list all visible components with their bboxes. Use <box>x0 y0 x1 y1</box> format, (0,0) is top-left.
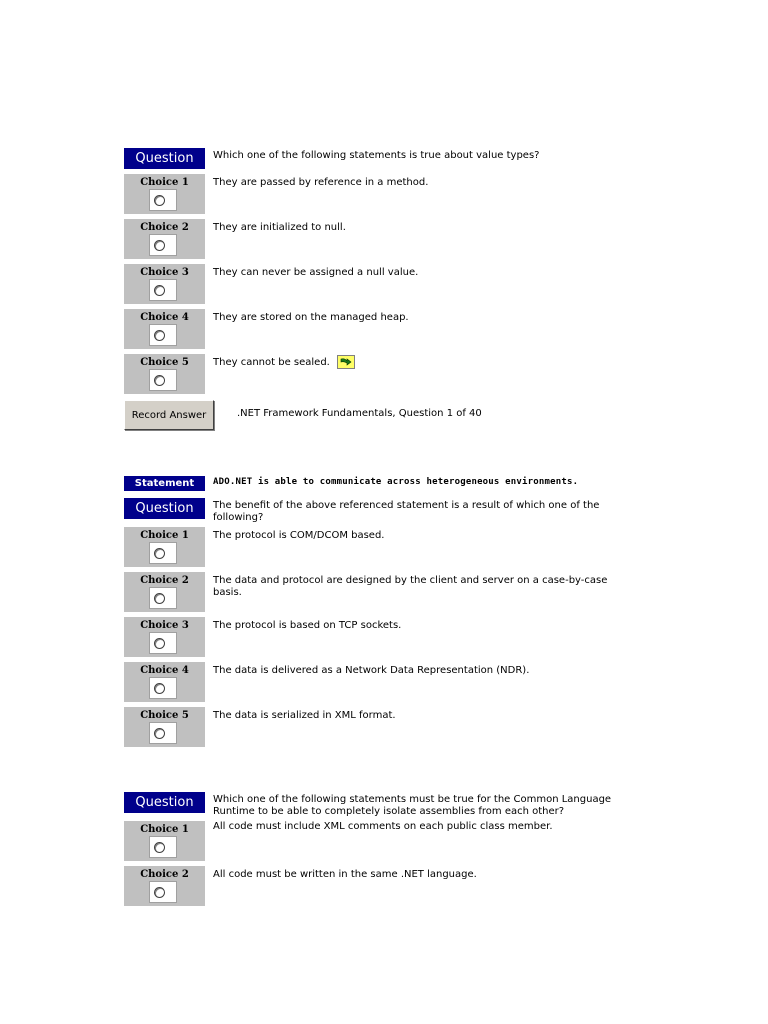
question-label: Question <box>124 498 205 519</box>
choice-box <box>124 707 205 747</box>
radio-container <box>149 324 177 346</box>
choice-label: Choice 1 <box>140 824 189 835</box>
choice-label: Choice 1 <box>140 177 189 188</box>
choice-label: Choice 4 <box>140 665 189 676</box>
choice-row-5 <box>124 707 624 747</box>
choice-box <box>124 821 205 861</box>
choice-box <box>124 309 205 349</box>
choice-5-radio[interactable] <box>154 375 165 386</box>
choice-row-2 <box>124 572 624 612</box>
radio-container <box>149 722 177 744</box>
choice-2-radio[interactable] <box>154 240 165 251</box>
choice-text: They can never be assigned a null value. <box>213 267 419 278</box>
radio-container <box>149 279 177 301</box>
choice-row-2 <box>124 866 624 906</box>
choice-box <box>124 866 205 906</box>
statement-label: Statement <box>124 476 205 491</box>
choice-label: Choice 5 <box>140 357 189 368</box>
choice-row-4 <box>124 309 624 349</box>
radio-container <box>149 677 177 699</box>
next-arrow-icon[interactable] <box>337 355 355 369</box>
choice-row-5 <box>124 354 624 394</box>
choice-label: Choice 2 <box>140 222 189 233</box>
choice-text: They are stored on the managed heap. <box>213 312 409 323</box>
choice-box <box>124 174 205 214</box>
choice-text: The data and protocol are designed by the client and server on a case-by-case basis. <box>213 575 608 598</box>
choice-row-2 <box>124 219 624 259</box>
radio-container <box>149 234 177 256</box>
choice-row-1 <box>124 174 624 214</box>
choice-box <box>124 264 205 304</box>
question-row <box>124 148 624 169</box>
choice-label: Choice 3 <box>140 267 189 278</box>
choice-text: The protocol is COM/DCOM based. <box>213 530 385 541</box>
choice-box <box>124 662 205 702</box>
statement-text: ADO.NET is able to communicate across heterogeneous environments. <box>213 477 579 487</box>
choice-box <box>124 354 205 394</box>
choice-1-radio[interactable] <box>154 548 165 559</box>
question-row <box>124 792 624 818</box>
choice-2-radio[interactable] <box>154 887 165 898</box>
choice-label: Choice 5 <box>140 710 189 721</box>
choice-label: Choice 2 <box>140 575 189 586</box>
choice-row-4 <box>124 662 624 702</box>
choice-4-radio[interactable] <box>154 330 165 341</box>
choice-text: They are initialized to null. <box>213 222 346 233</box>
choice-text: All code must be written in the same .NET language. <box>213 869 477 880</box>
choice-box <box>124 572 205 612</box>
choice-label: Choice 4 <box>140 312 189 323</box>
choice-box <box>124 219 205 259</box>
choice-label: Choice 3 <box>140 620 189 631</box>
choice-label: Choice 2 <box>140 869 189 880</box>
question-block-1 <box>124 148 624 438</box>
radio-container <box>149 369 177 391</box>
choice-box <box>124 527 205 567</box>
question-text: Which one of the following statements is true about value types? <box>213 150 540 161</box>
question-row <box>124 498 624 524</box>
radio-container <box>149 881 177 903</box>
choice-3-radio[interactable] <box>154 285 165 296</box>
statement-row <box>124 476 624 491</box>
choice-text: They cannot be sealed. <box>213 357 330 368</box>
choice-1-radio[interactable] <box>154 842 165 853</box>
question-label: Question <box>124 792 205 813</box>
choice-text: They are passed by reference in a method. <box>213 177 429 188</box>
choice-box <box>124 617 205 657</box>
question-label: Question <box>124 148 205 169</box>
choice-text: The protocol is based on TCP sockets. <box>213 620 402 631</box>
choice-text: All code must include XML comments on each public class member. <box>213 821 553 832</box>
choice-4-radio[interactable] <box>154 683 165 694</box>
choice-row-3 <box>124 264 624 304</box>
record-answer-button[interactable]: Record Answer <box>124 400 214 430</box>
question-block-2 <box>124 476 624 747</box>
choice-row-1 <box>124 527 624 567</box>
choice-1-radio[interactable] <box>154 195 165 206</box>
radio-container <box>149 836 177 858</box>
choice-3-radio[interactable] <box>154 638 165 649</box>
radio-container <box>149 587 177 609</box>
choice-5-radio[interactable] <box>154 728 165 739</box>
question-text: The benefit of the above referenced statement is a result of which one of the following? <box>213 500 600 523</box>
choice-row-1 <box>124 821 624 861</box>
choice-row-3 <box>124 617 624 657</box>
question-block-3 <box>124 792 624 906</box>
radio-container <box>149 189 177 211</box>
radio-container <box>149 632 177 654</box>
choice-label: Choice 1 <box>140 530 189 541</box>
choice-text: The data is delivered as a Network Data Representation (NDR). <box>213 665 530 676</box>
question-text: Which one of the following statements must be true for the Common Language Runtime to be able to completely isolate assemblies from each other? <box>213 794 612 817</box>
progress-text: .NET Framework Fundamentals, Question 1 of 40 <box>237 408 482 419</box>
choice-text: The data is serialized in XML format. <box>213 710 396 721</box>
choice-text-container <box>213 354 624 369</box>
choice-2-radio[interactable] <box>154 593 165 604</box>
radio-container <box>149 542 177 564</box>
